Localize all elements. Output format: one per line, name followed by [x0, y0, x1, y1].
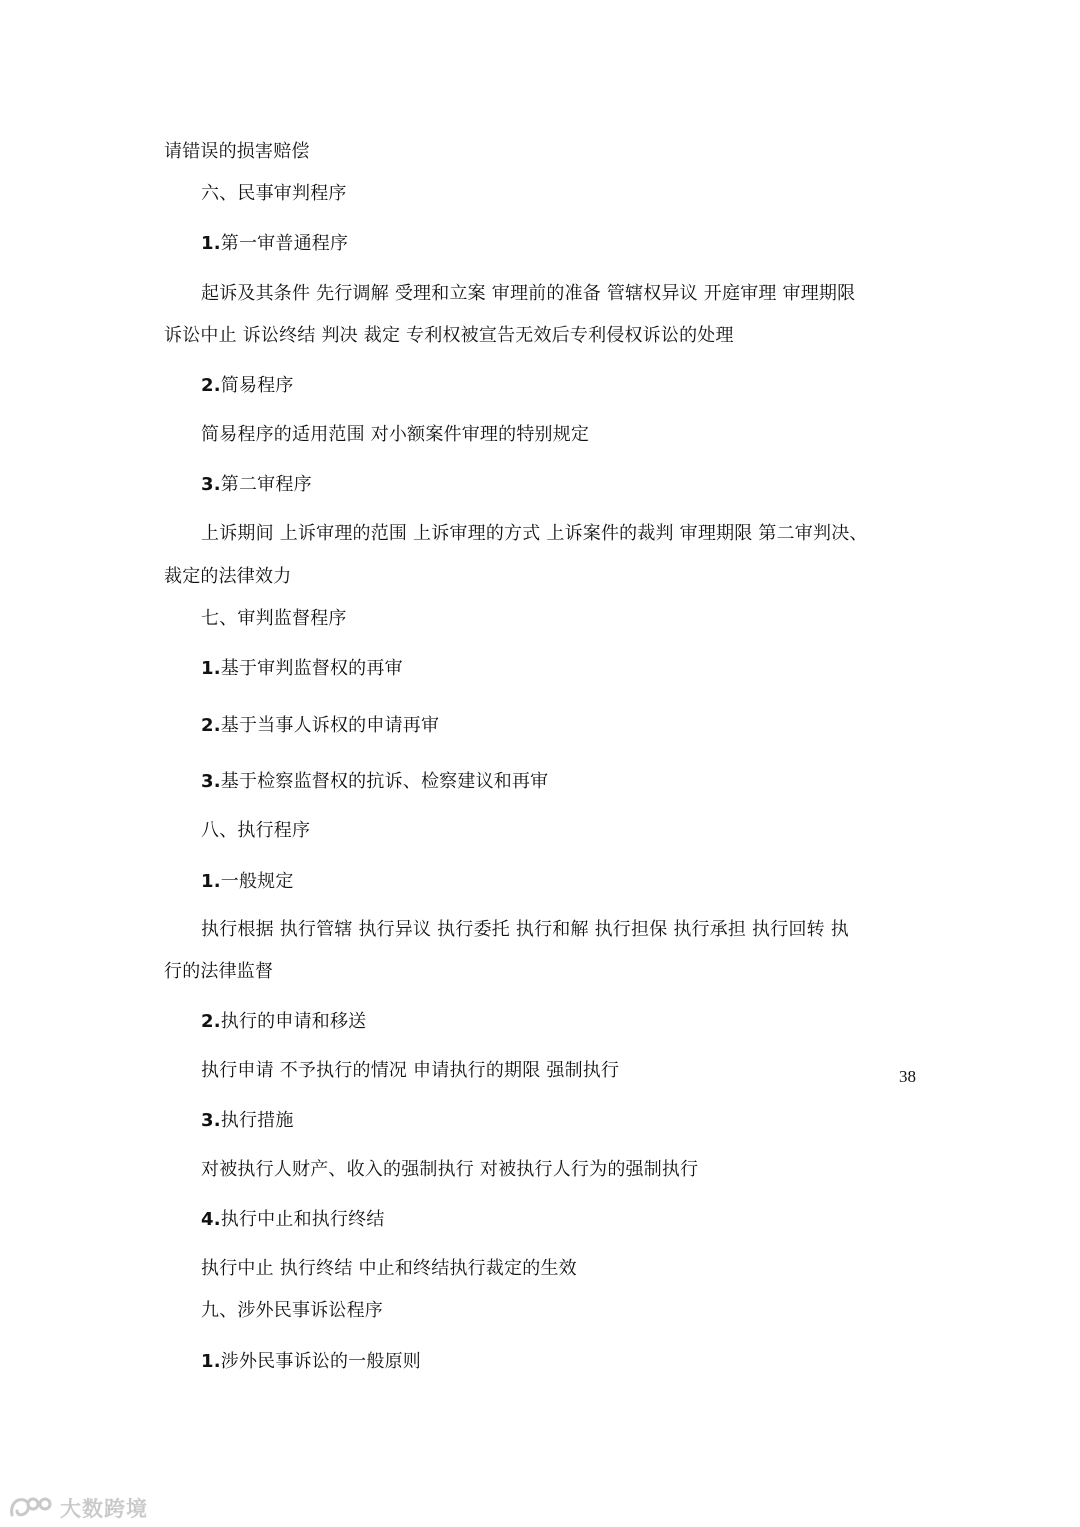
- heading-text: 基于审判监督权的再审: [220, 658, 403, 679]
- paragraph-line: 执行中止 执行终结 中止和终结执行裁定的生效: [201, 1258, 577, 1279]
- heading-text: 执行措施: [220, 1110, 294, 1131]
- paragraph-line: 裁定的法律效力: [164, 566, 292, 587]
- heading-text: 基于检察监督权的抗诉、检察建议和再审: [220, 771, 549, 792]
- section-heading: 七、审判监督程序: [201, 608, 347, 629]
- heading-text: 第一审普通程序: [220, 233, 349, 254]
- heading-number: 1.: [201, 871, 221, 892]
- heading-number: 3.: [201, 771, 221, 792]
- paragraph-line: 行的法律监督: [164, 961, 274, 982]
- heading-text: 基于当事人诉权的申请再审: [220, 715, 440, 736]
- heading-text: 执行中止和执行终结: [220, 1209, 385, 1230]
- paragraph-line: 起诉及其条件 先行调解 受理和立案 审理前的准备 管辖权异议 开庭审理 审理期限: [201, 283, 856, 304]
- heading-text: 一般规定: [220, 871, 294, 892]
- watermark-logo-icon: [8, 1495, 54, 1521]
- heading-text: 执行的申请和移送: [220, 1011, 367, 1032]
- subsection-heading: [201, 1208, 385, 1232]
- heading-number: 3.: [201, 474, 221, 495]
- page-number: 38: [899, 1067, 916, 1086]
- heading-number: 4.: [201, 1209, 221, 1230]
- heading-text: 第二审程序: [220, 474, 312, 495]
- watermark-text: 大数跨境: [60, 1497, 148, 1521]
- subsection-heading: [201, 714, 439, 738]
- subsection-heading: [201, 1109, 294, 1133]
- heading-number: 2.: [201, 715, 221, 736]
- paragraph-line: 请错误的损害赔偿: [164, 141, 310, 162]
- subsection-heading: [201, 232, 348, 256]
- paragraph-line: 简易程序的适用范围 对小额案件审理的特别规定: [201, 424, 590, 445]
- paragraph-line: 执行申请 不予执行的情况 申请执行的期限 强制执行: [201, 1060, 620, 1081]
- subsection-heading: [201, 657, 403, 681]
- heading-number: 1.: [201, 1351, 221, 1372]
- section-heading: 九、涉外民事诉讼程序: [201, 1300, 383, 1321]
- subsection-heading: [201, 374, 294, 398]
- subsection-heading: [201, 473, 312, 497]
- heading-number: 2.: [201, 1011, 221, 1032]
- heading-text: 涉外民事诉讼的一般原则: [220, 1351, 421, 1372]
- subsection-heading: [201, 1350, 421, 1374]
- paragraph-line: 诉讼中止 诉讼终结 判决 裁定 专利权被宣告无效后专利侵权诉讼的处理: [164, 325, 734, 346]
- subsection-heading: [201, 770, 548, 794]
- heading-number: 1.: [201, 658, 221, 679]
- watermark: [8, 1493, 148, 1523]
- subsection-heading: [201, 870, 294, 894]
- paragraph-line: 对被执行人财产、收入的强制执行 对被执行人行为的强制执行: [201, 1159, 699, 1180]
- heading-number: 2.: [201, 375, 221, 396]
- heading-number: 3.: [201, 1110, 221, 1131]
- section-heading: 八、执行程序: [201, 820, 311, 841]
- section-heading: 六、民事审判程序: [201, 183, 347, 204]
- paragraph-line: 上诉期间 上诉审理的范围 上诉审理的方式 上诉案件的裁判 审理期限 第二审判决、: [201, 523, 868, 544]
- paragraph-line: 执行根据 执行管辖 执行异议 执行委托 执行和解 执行担保 执行承担 执行回转 执: [201, 919, 849, 940]
- heading-number: 1.: [201, 233, 221, 254]
- subsection-heading: [201, 1010, 366, 1034]
- heading-text: 简易程序: [220, 375, 294, 396]
